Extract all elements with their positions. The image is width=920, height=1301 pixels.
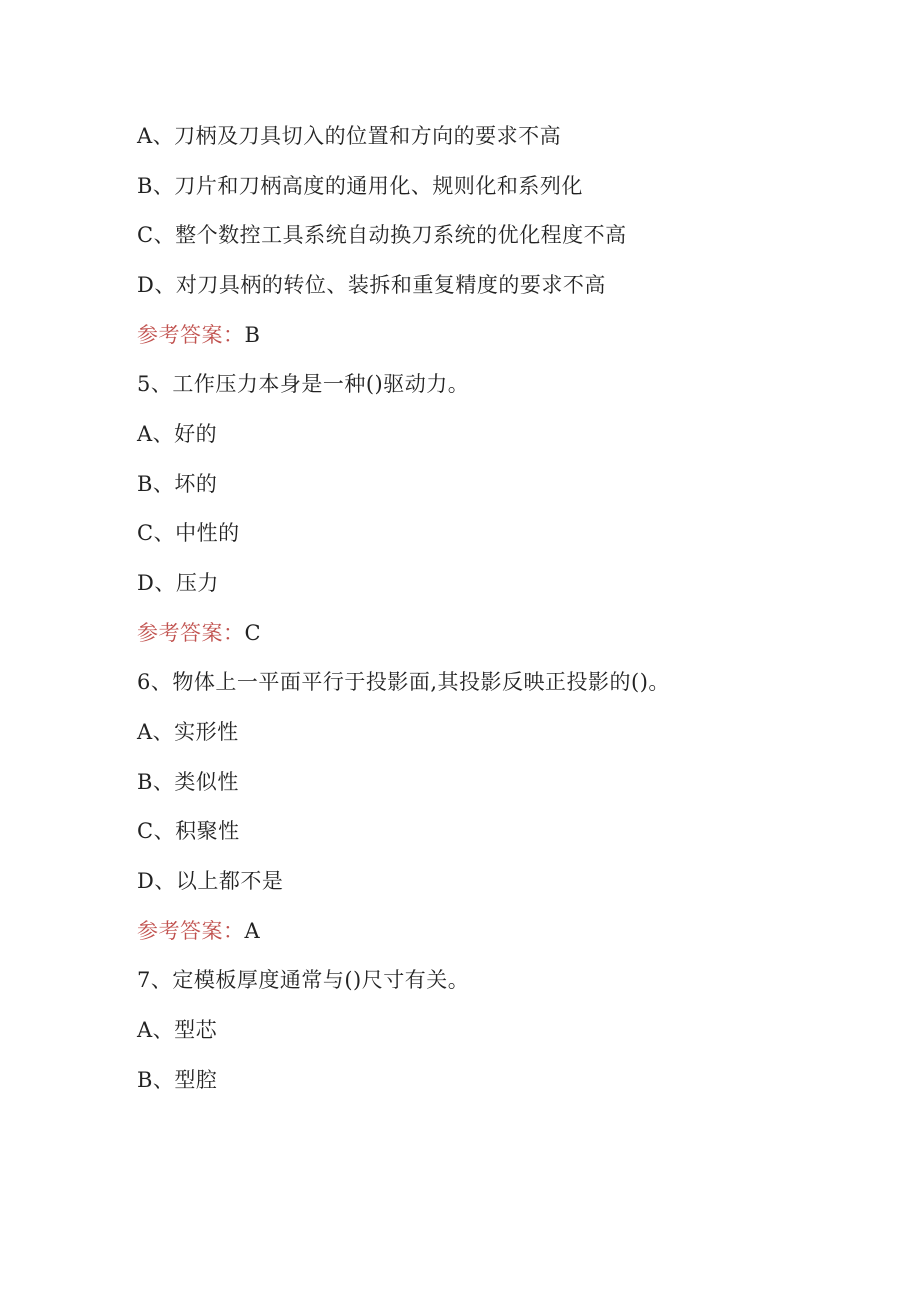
q7-option-b: B、型腔 [137,1068,218,1092]
q7-option-a: A、型芯 [137,1018,218,1042]
answer-label: 参考答案： [137,323,245,347]
q4-answer [137,322,260,348]
q5-answer [137,620,261,646]
answer-label: 参考答案： [137,919,245,943]
q5-option-c: C、中性的 [137,521,240,545]
q4-option-c: C、整个数控工具系统自动换刀系统的优化程度不高 [137,223,627,247]
q6-option-a: A、实形性 [137,720,239,744]
q5-option-b: B、坏的 [137,472,218,496]
q5-option-a: A、好的 [137,422,218,446]
q6-option-c: C、积聚性 [137,819,240,843]
q5-option-d: D、压力 [137,571,219,595]
q4-option-d: D、对刀具柄的转位、装拆和重复精度的要求不高 [137,273,606,297]
answer-value: A [244,919,261,943]
q6-option-b: B、类似性 [137,770,239,794]
answer-value: C [244,621,262,645]
q5-question: 5、工作压力本身是一种()驱动力。 [137,372,470,396]
answer-label: 参考答案： [137,621,245,645]
q4-option-b: B、刀片和刀柄高度的通用化、规则化和系列化 [137,174,583,198]
q7-question: 7、定模板厚度通常与()尺寸有关。 [137,968,470,992]
q6-question: 6、物体上一平面平行于投影面,其投影反映正投影的()。 [137,670,670,694]
q6-option-d: D、以上都不是 [137,869,284,893]
q4-option-a: A、刀柄及刀具切入的位置和方向的要求不高 [137,124,562,148]
q6-answer [137,918,260,944]
answer-value: B [244,323,261,347]
